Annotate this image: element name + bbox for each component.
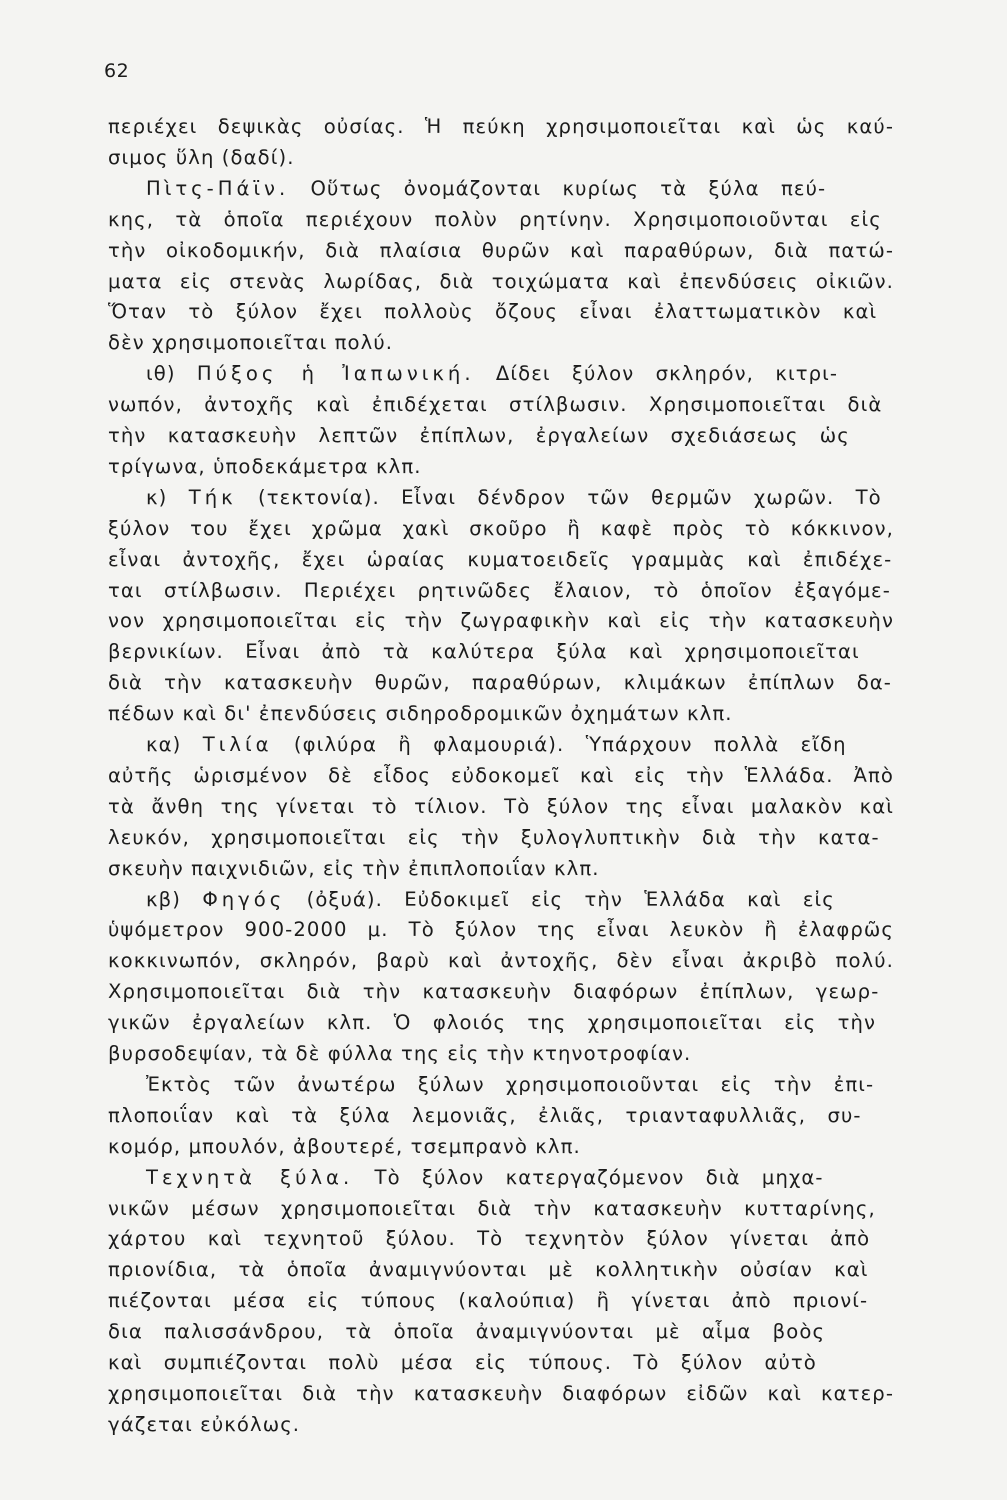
- line-text: πιέζονται μέσα εἰς τύπους (καλούπια) ἢ γίνεται ἀπὸ πριονί-: [108, 1289, 869, 1312]
- line-text: βυρσοδεψίαν, τὰ δὲ φύλλα της εἰς τὴν κτηνοτροφίαν.: [108, 1042, 692, 1065]
- text-line: [108, 1229, 870, 1249]
- text-line: [108, 333, 393, 353]
- text-line: [146, 1168, 824, 1188]
- text-line: [108, 457, 422, 477]
- line-text: ματα εἰς στενὰς λωρίδας, διὰ τοιχώματα καὶ ἐπενδύσεις οἰκιῶν.: [108, 270, 894, 293]
- text-line: [108, 951, 894, 971]
- text-line: [108, 704, 733, 724]
- line-text: εἶναι ἀντοχῆς, ἔχει ὡραίας κυματοειδεῖς γραμμὰς καὶ ἐπιδέχε-: [108, 548, 893, 571]
- text-line: [146, 735, 847, 755]
- text-line: [108, 766, 894, 786]
- text-line: [108, 1353, 817, 1373]
- line-text: διὰ τὴν κατασκευὴν θυρῶν, παραθύρων, κλιμάκων ἐπίπλων δα-: [108, 671, 892, 694]
- line-text: περιέχει δεψικὰς οὐσίας. Ἡ πεύκη χρησιμοποιεῖται καὶ ὡς καύ-: [108, 115, 894, 138]
- line-text: καὶ συμπιέζονται πολὺ μέσα εἰς τύπους. Τὸ ξύλον αὐτὸ: [108, 1351, 817, 1374]
- text-line: [108, 611, 894, 631]
- line-text: Οὕτως ὀνομάζονται κυρίως τὰ ξύλα πεύ-: [289, 177, 827, 200]
- entry-term: Τήκ: [188, 486, 237, 509]
- text-line: [146, 488, 882, 508]
- line-text: Δίδει ξύλον σκληρόν, κιτρι-: [474, 362, 839, 385]
- text-line: [108, 1044, 691, 1064]
- line-text: αὐτῆς ὡρισμένον δὲ εἶδος εὐδοκομεῖ καὶ εἰς τὴν Ἑλλάδα. Ἀπὸ: [108, 764, 894, 787]
- text-line: [108, 1137, 581, 1157]
- line-text: (τεκτονία). Εἶναι δένδρον τῶν θερμῶν χωρῶν. Τὸ: [236, 486, 882, 509]
- line-text: ται στίλβωσιν. Περιέχει ρητινῶδες ἔλαιον, τὸ ὁποῖον ἐξαγόμε-: [108, 579, 891, 602]
- line-text: (ὀξυά). Εὐδοκιμεῖ εἰς τὴν Ἑλλάδα καὶ εἰς: [285, 888, 835, 911]
- text-line: [108, 859, 600, 879]
- line-text: δὲν χρησιμοποιεῖται πολύ.: [108, 331, 394, 354]
- text-line: [108, 1260, 869, 1280]
- text-line: [108, 828, 880, 848]
- text-line: [108, 395, 882, 415]
- text-line: [108, 673, 892, 693]
- text-line: [108, 302, 877, 322]
- text-line: [108, 1322, 825, 1342]
- line-text: γικῶν ἐργαλείων κλπ. Ὁ φλοιός της χρησιμοποιεῖται εἰς τὴν: [108, 1011, 877, 1034]
- text-line: [108, 241, 894, 261]
- text-line: [108, 581, 891, 601]
- text-line: [108, 1106, 862, 1126]
- line-text: πλοποιΐαν καὶ τὰ ξύλα λεμονιᾶς, ἐλιᾶς, τριανταφυλλιᾶς, συ-: [108, 1104, 862, 1127]
- line-text: χρησιμοποιεῖται διὰ τὴν κατασκευὴν διαφόρων εἰδῶν καὶ κατερ-: [108, 1382, 894, 1405]
- line-text: βερνικίων. Εἶναι ἀπὸ τὰ καλύτερα ξύλα καὶ χρησιμοποιεῖται: [108, 640, 860, 663]
- entry-number: κ): [146, 486, 189, 509]
- text-line: [108, 642, 860, 662]
- line-text: κομόρ, μπουλόν, ἀβουτερέ, τσεμπρανὸ κλπ.: [108, 1135, 581, 1158]
- entry-term: Πύξος ἡ Ἰαπωνική.: [196, 362, 475, 385]
- entry-term: Τιλία: [202, 733, 273, 756]
- line-text: ὑψόμετρον 900-2000 μ. Τὸ ξύλον της εἶναι λευκὸν ἢ ἐλαφρῶς: [108, 918, 894, 941]
- text-line: [108, 982, 879, 1002]
- text-line: [108, 1013, 876, 1033]
- text-line: [108, 426, 850, 446]
- text-line: [108, 797, 894, 817]
- text-line: [146, 364, 838, 384]
- text-line: [108, 117, 894, 137]
- line-text: τὴν κατασκευὴν λεπτῶν ἐπίπλων, ἐργαλείων σχεδιάσεως ὡς: [108, 424, 850, 447]
- line-text: νον χρησιμοποιεῖται εἰς τὴν ζωγραφικὴν καὶ εἰς τὴν κατασκευὴν: [108, 609, 894, 632]
- text-line: [108, 1199, 876, 1219]
- line-text: Χρησιμοποιεῖται διὰ τὴν κατασκευὴν διαφόρων ἐπίπλων, γεωρ-: [108, 980, 880, 1003]
- line-text: νικῶν μέσων χρησιμοποιεῖται διὰ τὴν κατασκευὴν κυτταρίνης,: [108, 1197, 876, 1220]
- text-line: [108, 1291, 868, 1311]
- line-text: (φιλύρα ἢ φλαμουριά). Ὑπάρχουν πολλὰ εἴδη: [272, 733, 847, 756]
- text-line: [146, 179, 826, 199]
- entry-number: κα): [146, 733, 203, 756]
- line-text: ξύλον του ἔχει χρῶμα χακὶ σκοῦρο ἢ καφὲ πρὸς τὸ κόκκινον,: [108, 517, 894, 540]
- text-line: [108, 272, 894, 292]
- text-line: [108, 1384, 894, 1404]
- line-text: λευκόν, χρησιμοποιεῖται εἰς τὴν ξυλογλυπτικὴν διὰ τὴν κατα-: [108, 826, 880, 849]
- entry-term: Τεχνητὰ ξύλα.: [146, 1166, 354, 1189]
- entry-term: Πὶτς-Πάϊν.: [146, 177, 290, 200]
- line-text: πέδων καὶ δι' ἐπενδύσεις σιδηροδρομικῶν ὀχημάτων κλπ.: [108, 702, 733, 725]
- text-line: [108, 148, 295, 168]
- line-text: σιμος ὕλη (δαδί).: [108, 146, 295, 169]
- entry-number: κβ): [146, 888, 203, 911]
- line-text: γάζεται εὐκόλως.: [108, 1413, 301, 1436]
- line-text: δια παλισσάνδρου, τὰ ὁποῖα ἀναμιγνύονται μὲ αἷμα βοὸς: [108, 1320, 826, 1343]
- entry-term: Φηγός: [202, 888, 286, 911]
- line-text: νωπόν, ἀντοχῆς καὶ ἐπιδέχεται στίλβωσιν. Χρησιμοποιεῖται διὰ: [108, 393, 883, 416]
- page-number: 62: [104, 60, 130, 82]
- text-line: [108, 920, 894, 940]
- text-line: [108, 550, 892, 570]
- line-text: κης, τὰ ὁποῖα περιέχουν πολὺν ρητίνην. Χρησιμοποιοῦνται εἰς: [108, 208, 882, 231]
- line-text: τὰ ἄνθη της γίνεται τὸ τίλιον. Τὸ ξύλον της εἶναι μαλακὸν καὶ: [108, 795, 894, 818]
- line-text: πριονίδια, τὰ ὁποῖα ἀναμιγνύονται μὲ κολλητικὴν οὐσίαν καὶ: [108, 1258, 869, 1281]
- line-text: τρίγωνα, ὑποδεκάμετρα κλπ.: [108, 455, 422, 478]
- line-text: τὴν οἰκοδομικήν, διὰ πλαίσια θυρῶν καὶ παραθύρων, διὰ πατώ-: [108, 239, 894, 262]
- line-text: σκευὴν παιχνιδιῶν, εἰς τὴν ἐπιπλοποιΐαν κλπ.: [108, 857, 600, 880]
- text-line: [146, 1075, 874, 1095]
- line-text: Ἐκτὸς τῶν ἀνωτέρω ξύλων χρησιμοποιοῦνται εἰς τὴν ἐπι-: [146, 1073, 875, 1096]
- text-line: [108, 519, 894, 539]
- text-line: [108, 210, 882, 230]
- entry-number: ιθ): [146, 362, 197, 385]
- line-text: Ὅταν τὸ ξύλον ἔχει πολλοὺς ὄζους εἶναι ἐλαττωματικὸν καὶ: [108, 300, 878, 323]
- line-text: κοκκινωπόν, σκληρόν, βαρὺ καὶ ἀντοχῆς, δὲν εἶναι ἀκριβὸ πολύ.: [108, 949, 894, 972]
- line-text: Τὸ ξύλον κατεργαζόμενον διὰ μηχα-: [353, 1166, 824, 1189]
- text-line: [146, 890, 835, 910]
- text-line: [108, 1415, 300, 1435]
- line-text: χάρτου καὶ τεχνητοῦ ξύλου. Τὸ τεχνητὸν ξύλον γίνεται ἀπὸ: [108, 1227, 871, 1250]
